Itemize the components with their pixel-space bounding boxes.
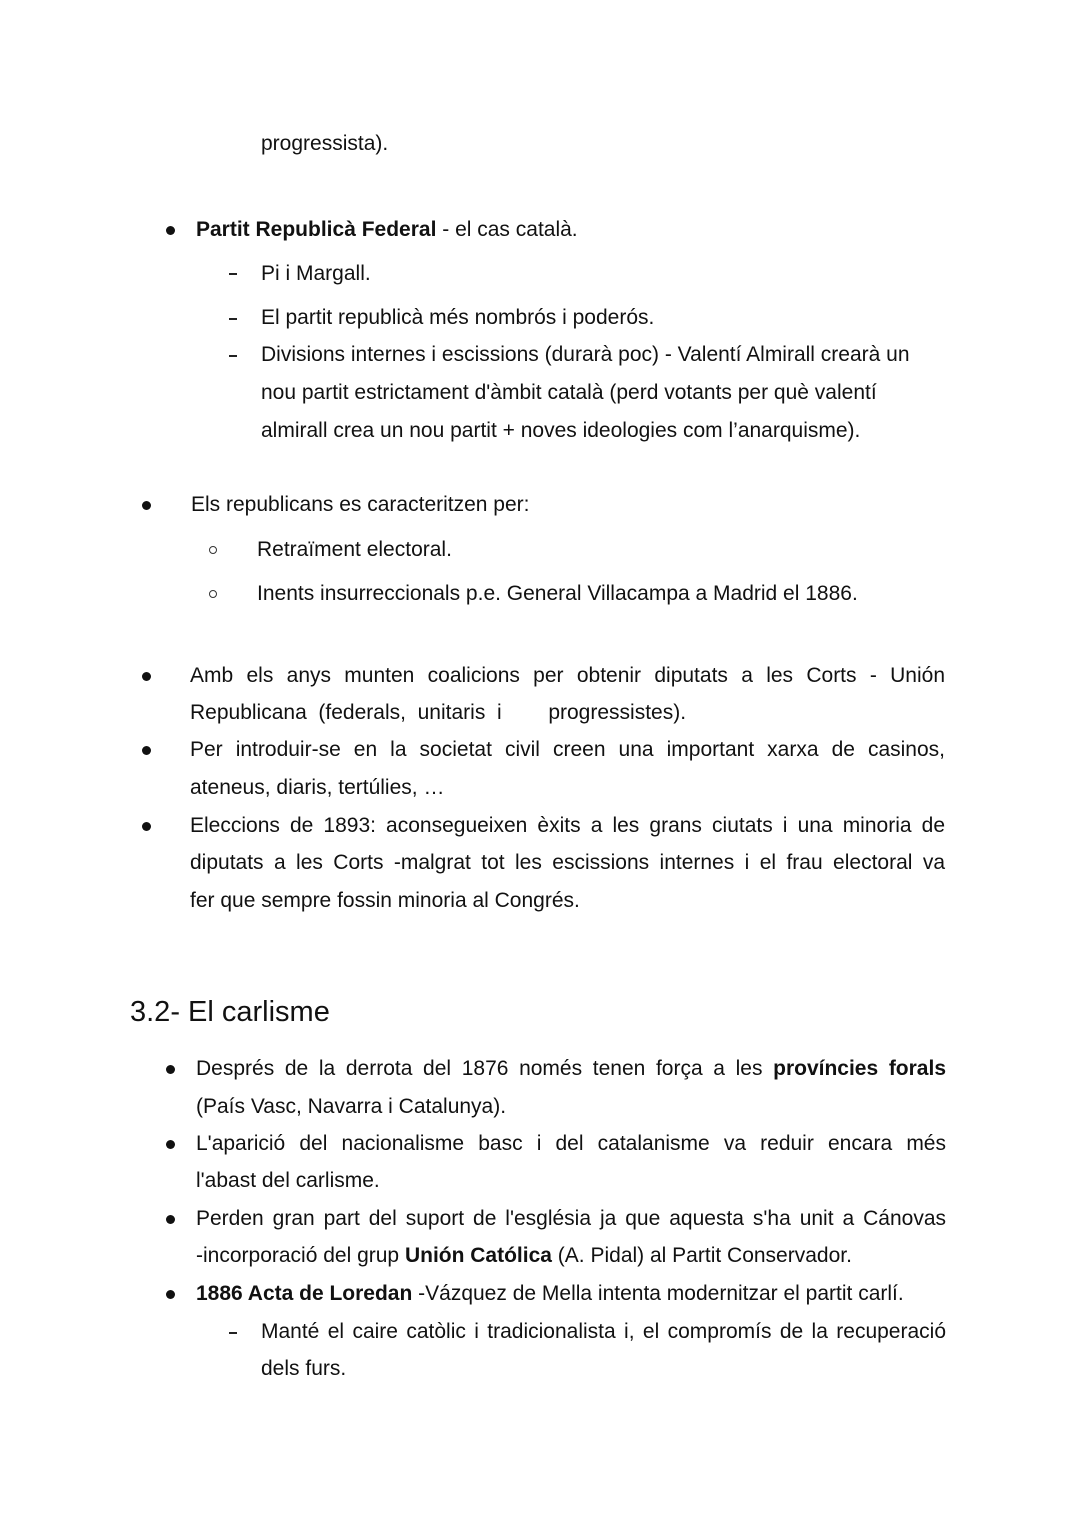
carlism-text: -Vázquez de Mella intenta modernitzar el partit carlí.: [412, 1282, 904, 1305]
carlism-bullet-line: [196, 1243, 852, 1269]
federal-sub-item-line: almirall crea un nou partit + noves ideologies com l’anarquisme).: [261, 419, 861, 442]
carlism-text: -incorporació del grup: [196, 1244, 405, 1267]
bullet-icon: [166, 1065, 175, 1074]
carlism-bold-text: 1886 Acta de Loredan: [196, 1282, 413, 1305]
section-heading: 3.2- El carlisme: [130, 996, 330, 1028]
federal-sub-item: Pi i Margall.: [261, 262, 371, 285]
continuation-text: progressista).: [261, 132, 389, 155]
carlism-bullet-line: l'abast del carlisme.: [196, 1169, 380, 1192]
carlism-bullet-line: [196, 1056, 946, 1082]
federal-sub-item: El partit republicà més nombrós i poderós.: [261, 306, 655, 329]
bullet-icon: [142, 746, 151, 755]
federal-sub-item-line: Divisions internes i escissions (durarà poc) - Valentí Almirall crearà un: [261, 343, 910, 366]
carlism-sub-item-line: Manté el caire catòlic i tradicionalista i, el compromís de la recuperació: [261, 1320, 946, 1343]
bullet-icon: [166, 1290, 175, 1299]
bullet-icon: [166, 226, 175, 235]
bullet-icon: [142, 822, 151, 831]
carlism-bullet-line: L'aparició del nacionalisme basc i del catalanisme va reduir encara més: [196, 1132, 946, 1155]
carlism-bullet-line: Perden gran part del suport de l'església ja que aquesta s'ha unit a Cánovas: [196, 1207, 946, 1230]
carlism-bullet-line: [196, 1281, 904, 1307]
federal-party-heading: [196, 217, 578, 243]
carlism-bullet-line: (País Vasc, Navarra i Catalunya).: [196, 1095, 507, 1118]
republican-bullet-line: Amb els anys munten coalicions per obtenir diputats a les Corts - Unión: [190, 664, 945, 687]
characteristic-item: Inents insurreccionals p.e. General Villacampa a Madrid el 1886.: [257, 582, 858, 605]
carlism-bold-text: Unión Católica: [404, 1244, 552, 1267]
dash-icon: [229, 355, 237, 357]
republican-bullet-line: diputats a les Corts -malgrat tot les escissions internes i el frau electoral va: [190, 851, 945, 874]
republican-bullet-line: fer que sempre fossin minoria al Congrés.: [190, 889, 580, 912]
federal-party-title: Partit Republicà Federal: [196, 218, 437, 241]
characteristics-intro: Els republicans es caracteritzen per:: [191, 493, 530, 516]
federal-sub-item-line: nou partit estrictament d'àmbit català (perd votants per què valentí: [261, 381, 877, 404]
bullet-icon: [166, 1215, 175, 1224]
carlism-bold-text: províncies forals: [773, 1057, 947, 1080]
republican-bullet-line: Eleccions de 1893: aconsegueixen èxits a les grans ciutats i una minoria de: [190, 814, 945, 837]
republican-bullet-line: ateneus, diaris, tertúlies, …: [190, 776, 445, 799]
dash-icon: [229, 273, 237, 275]
federal-party-subtitle: - el cas català.: [436, 218, 578, 241]
republican-bullet-line: Republicana (federals, unitaris i progressistes).: [190, 701, 687, 724]
dash-icon: [229, 1332, 237, 1334]
bullet-icon: [142, 672, 151, 681]
carlism-sub-item-line: dels furs.: [261, 1357, 347, 1380]
republican-bullet-line: Per introduir-se en la societat civil creen una important xarxa de casinos,: [190, 738, 945, 761]
dash-icon: [229, 318, 237, 320]
bullet-icon: [142, 501, 151, 510]
bullet-icon: [166, 1140, 175, 1149]
hollow-bullet-icon: [209, 590, 217, 598]
characteristic-item: Retraïment electoral.: [257, 538, 452, 561]
carlism-text: (A. Pidal) al Partit Conservador.: [551, 1244, 852, 1267]
carlism-text: Després de la derrota del 1876 només tenen força a les: [196, 1057, 774, 1080]
hollow-bullet-icon: [209, 546, 217, 554]
